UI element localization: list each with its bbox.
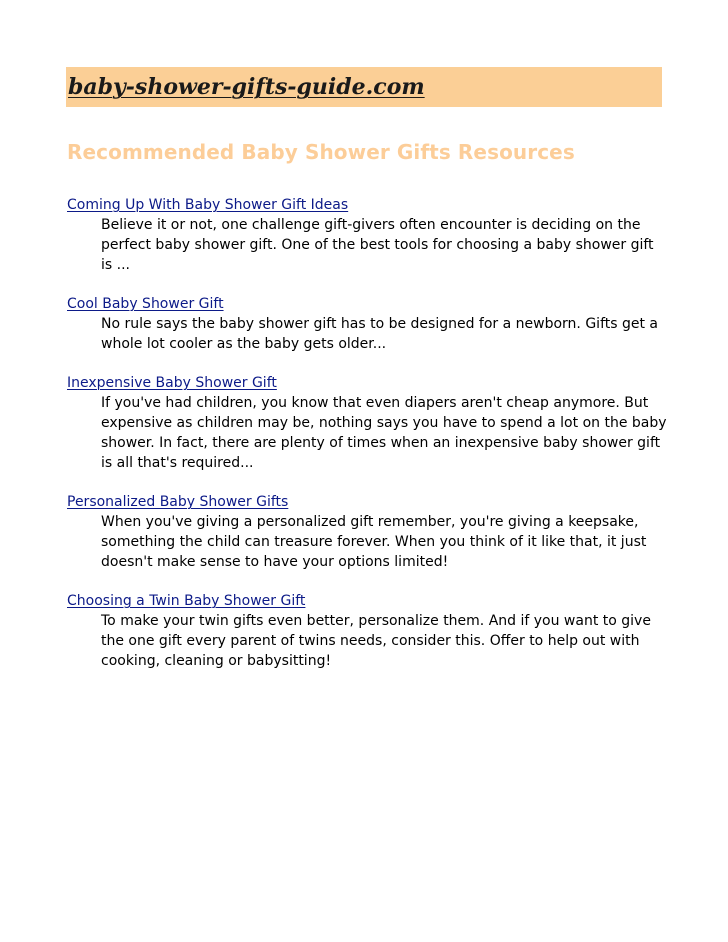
resource-item [67, 492, 667, 572]
resource-item [67, 195, 667, 275]
site-banner [66, 67, 662, 107]
site-name-link[interactable]: baby-shower-gifts-guide.com [68, 74, 425, 100]
resource-description: Believe it or not, one challenge gift-givers often encounter is deciding on the perfect baby shower gift. One of the best tools for choosing a baby shower gift is ... [101, 217, 654, 273]
resource-link-gift-ideas[interactable]: Coming Up With Baby Shower Gift Ideas [67, 197, 349, 213]
resource-link-personalized-gifts[interactable]: Personalized Baby Shower Gifts [67, 494, 289, 510]
resource-link-inexpensive-gift[interactable]: Inexpensive Baby Shower Gift [67, 375, 277, 391]
resource-description: If you've had children, you know that even diapers aren't cheap anymore. But expensive as children may be, nothing says you have to spend a lot on the baby shower. In fact, there are plenty of times when an inexpensive baby shower gift is all that's required... [101, 395, 667, 471]
resource-link-cool-gift[interactable]: Cool Baby Shower Gift [67, 296, 224, 312]
resource-description: No rule says the baby shower gift has to be designed for a newborn. Gifts get a whole lot cooler as the baby gets older... [101, 316, 659, 352]
resource-description: To make your twin gifts even better, personalize them. And if you want to give the one gift every parent of twins needs, consider this. Offer to help out with cooking, cleaning or babysitting! [101, 613, 651, 669]
resource-item [67, 373, 667, 473]
resource-link-twin-gift[interactable]: Choosing a Twin Baby Shower Gift [67, 593, 306, 609]
resource-list [67, 195, 667, 690]
page-title: Recommended Baby Shower Gifts Resources [67, 140, 575, 164]
resource-description: When you've giving a personalized gift remember, you're giving a keepsake, something the child can treasure forever. When you think of it like that, it just doesn't make sense to have your options limited! [101, 514, 647, 570]
resource-item [67, 294, 667, 354]
resource-item [67, 591, 667, 671]
